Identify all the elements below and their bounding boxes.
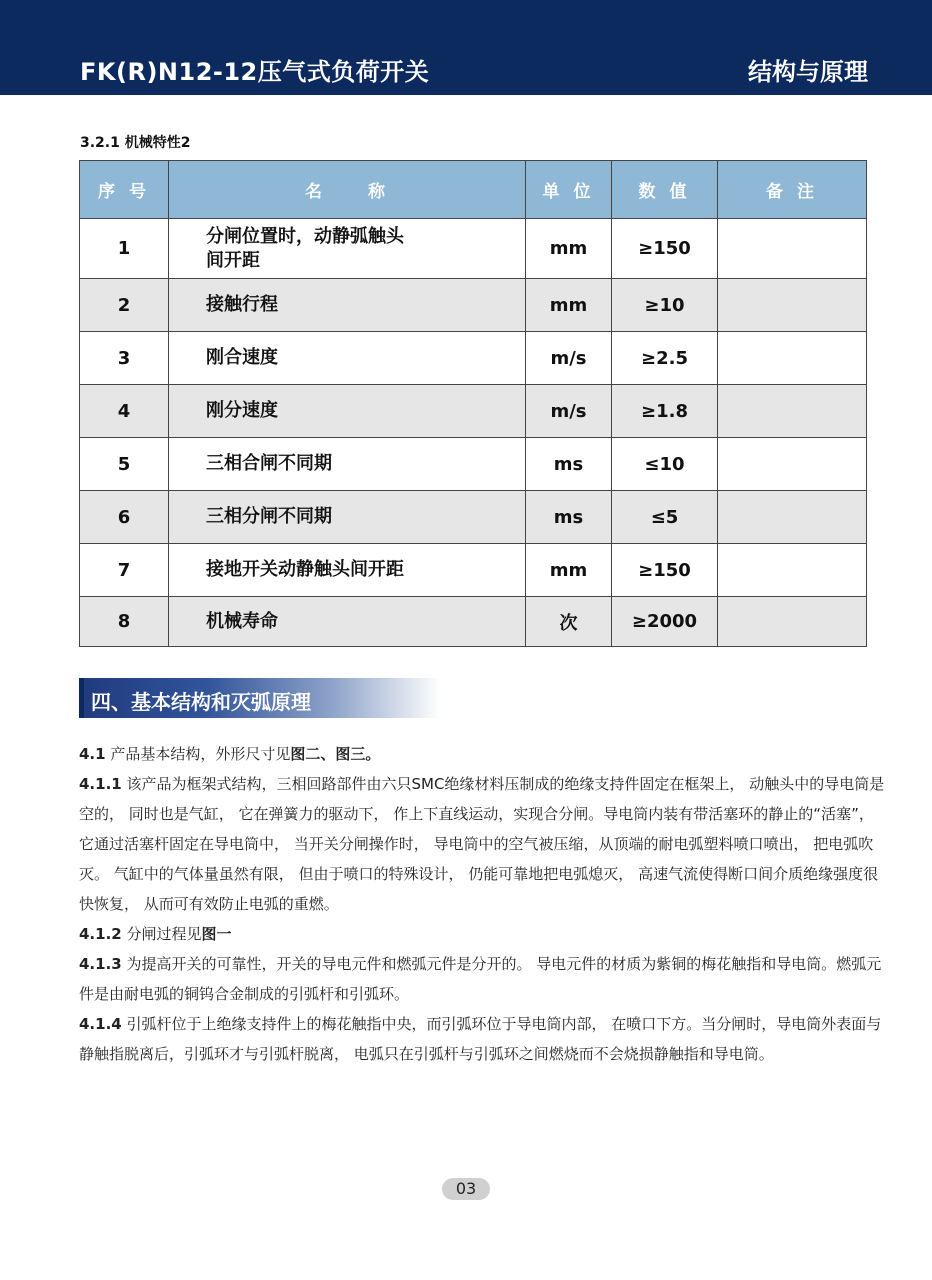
table-header-row [80,161,867,219]
cell-name: 三相分闸不同期 [169,491,526,544]
cell-unit: m/s [526,332,612,385]
cell-name: 刚分速度 [169,385,526,438]
mechanical-characteristics-table [79,160,867,647]
cell-value: ≥1.8 [612,385,718,438]
cell-no: 8 [80,597,169,647]
cell-name: 机械寿命 [169,597,526,647]
paragraph [79,739,887,769]
subheading: 3.2.1 机械特性2 [80,135,191,151]
cell-note [718,438,867,491]
table-row [80,332,867,385]
paragraph [79,919,887,949]
section-title: 结构与原理 [748,58,868,86]
header-unit: 单 位 [526,161,612,219]
cell-unit: mm [526,544,612,597]
cell-value: ≤10 [612,438,718,491]
paragraph-number: 4.1.1 [79,775,122,793]
header-note: 备 注 [718,161,867,219]
paragraph-number: 4.1.2 [79,925,122,943]
cell-value: ≥150 [612,544,718,597]
cell-note [718,219,867,279]
table-row [80,544,867,597]
cell-value: ≥10 [612,279,718,332]
table-row [80,597,867,647]
cell-unit: ms [526,438,612,491]
table-row [80,279,867,332]
banner-label: 四、基本结构和灭弧原理 [91,690,311,714]
page-number: 03 [442,1178,490,1200]
document-title: FK(R)N12-12压气式负荷开关 [80,58,430,86]
cell-name: 接地开关动静触头间开距 [169,544,526,597]
cell-unit: mm [526,279,612,332]
cell-name: 刚合速度 [169,332,526,385]
cell-note [718,491,867,544]
cell-note [718,332,867,385]
cell-name: 接触行程 [169,279,526,332]
cell-note [718,597,867,647]
cell-no: 2 [80,279,169,332]
cell-note [718,385,867,438]
cell-unit: mm [526,219,612,279]
paragraph-number: 4.1.4 [79,1015,122,1033]
banner-accent-bar [79,678,84,718]
cell-no: 7 [80,544,169,597]
paragraph-text: 引弧杆位于上绝缘支持件上的梅花触指中央，而引弧环位于导电筒内部， 在喷口下方。当分闸时，导电筒外表面与静触指脱离后，引弧环才与引弧杆脱离， 电弧只在引弧杆与引弧环之间燃烧而不会烧损静触指和导电筒。 [79,1015,882,1063]
header-name: 名 称 [169,161,526,219]
paragraph-text: 产品基本结构，外形尺寸见 [105,745,291,763]
body-text [79,739,887,1069]
paragraph-number: 4.1 [79,745,106,763]
paragraph [79,949,887,1009]
cell-name: 分闸位置时，动静弧触头 间开距 [169,219,526,279]
cell-note [718,279,867,332]
cell-value: ≥2000 [612,597,718,647]
cell-no: 4 [80,385,169,438]
cell-no: 5 [80,438,169,491]
paragraph [79,1009,887,1069]
page-header [0,0,932,95]
paragraph-text: 分闸过程见 [121,925,202,943]
figure-reference: 图二、图三。 [290,745,381,763]
paragraph-number: 4.1.3 [79,955,122,973]
table-row [80,385,867,438]
cell-no: 6 [80,491,169,544]
paragraph [79,769,887,919]
cell-unit: ms [526,491,612,544]
cell-value: ≤5 [612,491,718,544]
paragraph-text: 为提高开关的可靠性，开关的导电元件和燃弧元件是分开的。 导电元件的材质为紫铜的梅花触指和导电筒。燃弧元件是由耐电弧的铜钨合金制成的引弧杆和引弧环。 [79,955,882,1003]
cell-name: 三相合闸不同期 [169,438,526,491]
cell-note [718,544,867,597]
header-value: 数 值 [612,161,718,219]
cell-value: ≥150 [612,219,718,279]
table-body [80,219,867,647]
table-row [80,219,867,279]
table-row [80,438,867,491]
paragraph-text: 该产品为框架式结构，三相回路部件由六只SMC绝缘材料压制成的绝缘支持件固定在框架上， 动触头中的导电筒是空的， 同时也是气缸， 它在弹簧力的驱动下， 作上下直线运动，实现合分闸。导电筒内装有带活塞环的静止的“活塞”， 它通过活塞杆固定在导电筒中， 当开关分闸操作时， 导电筒中的空气被压缩，从顶端的耐电弧塑料喷口喷出， 把电弧吹灭。 气缸中的气体量虽然有限， 但由于喷口的特殊设计， 仍能可靠地把电弧熄灭， 高速气流使得断口间介质绝缘强度很快恢复， 从而可有效防止电弧的重燃。 [79,775,885,913]
section-banner [79,678,441,718]
header-no: 序 号 [80,161,169,219]
cell-no: 1 [80,219,169,279]
cell-unit: m/s [526,385,612,438]
cell-unit: 次 [526,597,612,647]
cell-no: 3 [80,332,169,385]
table-row [80,491,867,544]
cell-value: ≥2.5 [612,332,718,385]
figure-reference: 图一 [201,925,232,943]
